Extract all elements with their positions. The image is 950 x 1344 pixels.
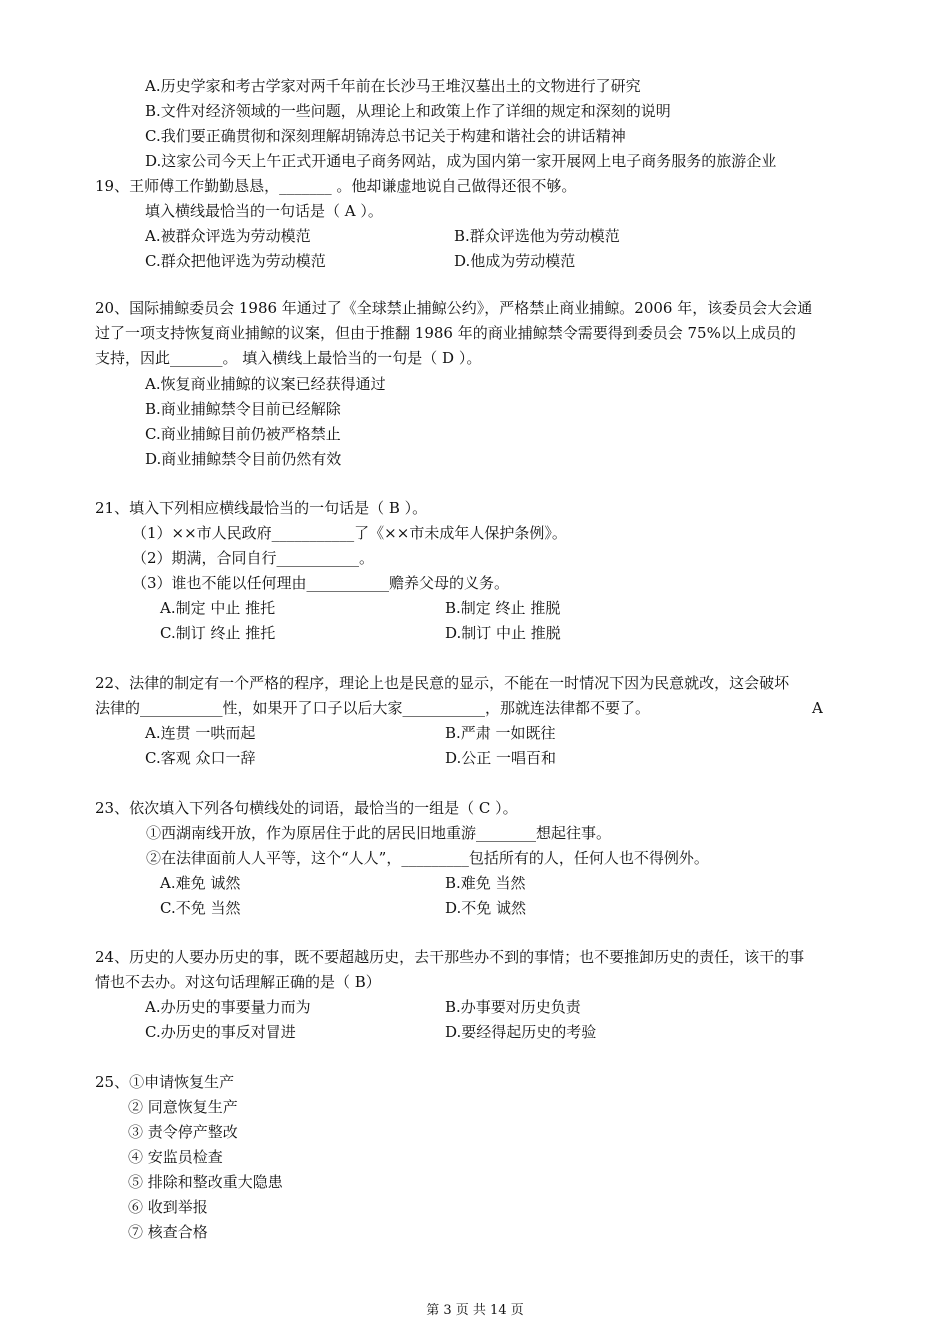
- q21-option-c: C.制订 终止 推托: [160, 624, 276, 642]
- q21-option-d: D.制订 中止 推脱: [445, 624, 561, 642]
- q25-item-4: ④ 安监员检查: [128, 1148, 223, 1166]
- q24-option-a: A.办历史的事要量力而为: [145, 998, 311, 1016]
- q23-option-b: B.难免 当然: [445, 874, 526, 892]
- q19-option-b: B.群众评选他为劳动模范: [454, 227, 620, 245]
- q20-option-c: C.商业捕鲸目前仍被严格禁止: [145, 425, 341, 443]
- q20-option-a: A.恢复商业捕鲸的议案已经获得通过: [145, 375, 386, 393]
- q20-option-b: B.商业捕鲸禁令目前已经解除: [145, 400, 341, 418]
- q23-option-c: C.不免 当然: [160, 899, 241, 917]
- q24-option-b: B.办事要对历史负责: [445, 998, 581, 1016]
- q21-sentence-1: （1）××市人民政府___________了《××市未成年人保护条例》。: [132, 524, 567, 542]
- q25-item-5: ⑤ 排除和整改重大隐患: [128, 1173, 283, 1191]
- q18-option-a: A.历史学家和考古学家对两千年前在长沙马王堆汉墓出土的文物进行了研究: [145, 77, 641, 95]
- q23-sentence-2: ②在法律面前人人平等，这个“人人”，_________包括所有的人，任何人也不得例外。: [146, 849, 709, 867]
- q22-option-d: D.公正 一唱百和: [445, 749, 557, 767]
- q23-stem: 23、依次填入下列各句横线处的词语，最恰当的一组是（ C ）。: [95, 799, 518, 817]
- q25-item-7: ⑦ 核查合格: [128, 1223, 208, 1241]
- q19-option-c: C.群众把他评选为劳动模范: [145, 252, 326, 270]
- q23-option-d: D.不免 诚然: [445, 899, 527, 917]
- q19-prompt: 填入横线最恰当的一句话是（ A ）。: [145, 202, 383, 220]
- q21-option-b: B.制定 终止 推脱: [445, 599, 561, 617]
- q25-item-2: ② 同意恢复生产: [128, 1098, 238, 1116]
- q21-stem: 21、填入下列相应横线最恰当的一句话是（ B ）。: [95, 499, 428, 517]
- q21-sentence-3: （3）谁也不能以任何理由___________赡养父母的义务。: [132, 574, 510, 592]
- q24-line-2: 情也不去办。对这句话理解正确的是（ B）: [95, 973, 381, 991]
- q19-option-d: D.他成为劳动模范: [454, 252, 576, 270]
- q23-option-a: A.难免 诚然: [160, 874, 241, 892]
- q25-item-6: ⑥ 收到举报: [128, 1198, 208, 1216]
- q23-sentence-1: ①西湖南线开放，作为原居住于此的居民旧地重游________想起往事。: [146, 824, 612, 842]
- q18-option-c: C.我们要正确贯彻和深刻理解胡锦涛总书记关于构建和谐社会的讲话精神: [145, 127, 626, 145]
- page-footer: 第 3 页 共 14 页: [426, 1303, 524, 1318]
- q22-option-c: C.客观 众口一辞: [145, 749, 256, 767]
- q20-line-2: 过了一项支持恢复商业捕鲸的议案，但由于推翻 1986 年的商业捕鲸禁令需要得到委员会 75%以上成员的: [95, 324, 796, 342]
- q19-option-a: A.被群众评选为劳动模范: [145, 227, 311, 245]
- q22-line-1: 22、法律的制定有一个严格的程序，理论上也是民意的显示，不能在一时情况下因为民意就改，这会破坏: [95, 674, 790, 692]
- q24-option-c: C.办历史的事反对冒进: [145, 1023, 296, 1041]
- q25-item-3: ③ 责令停产整改: [128, 1123, 238, 1141]
- q24-line-1: 24、历史的人要办历史的事，既不要超越历史，去干那些办不到的事情；也不要推卸历史的责任，该干的事: [95, 948, 805, 966]
- q18-option-d: D.这家公司今天上午正式开通电子商务网站，成为国内第一家开展网上电子商务服务的旅游企业: [145, 152, 777, 170]
- q25-stem: 25、①申请恢复生产: [95, 1073, 235, 1091]
- q18-option-b: B.文件对经济领域的一些问题，从理论上和政策上作了详细的规定和深刻的说明: [145, 102, 671, 120]
- q20-line-3: 支持，因此_______。 填入横线上最恰当的一句是（ D ）。: [95, 349, 482, 367]
- q22-line-2: 法律的___________性，如果开了口子以后大家___________，那就连法律都不要了。: [95, 699, 651, 717]
- q21-sentence-2: （2）期满，合同自行___________。: [132, 549, 375, 567]
- q20-option-d: D.商业捕鲸禁令目前仍然有效: [145, 450, 342, 468]
- q22-answer: A: [812, 699, 823, 717]
- q22-option-a: A.连贯 一哄而起: [145, 724, 256, 742]
- q24-option-d: D.要经得起历史的考验: [445, 1023, 597, 1041]
- q22-option-b: B.严肃 一如既往: [445, 724, 556, 742]
- q19-stem: 19、王师傅工作勤勤恳恳，_______ 。他却谦虚地说自己做得还很不够。: [95, 177, 577, 195]
- q21-option-a: A.制定 中止 推托: [160, 599, 276, 617]
- q20-line-1: 20、国际捕鲸委员会 1986 年通过了《全球禁止捕鲸公约》，严格禁止商业捕鲸。2006 年，该委员会大会通: [95, 299, 813, 317]
